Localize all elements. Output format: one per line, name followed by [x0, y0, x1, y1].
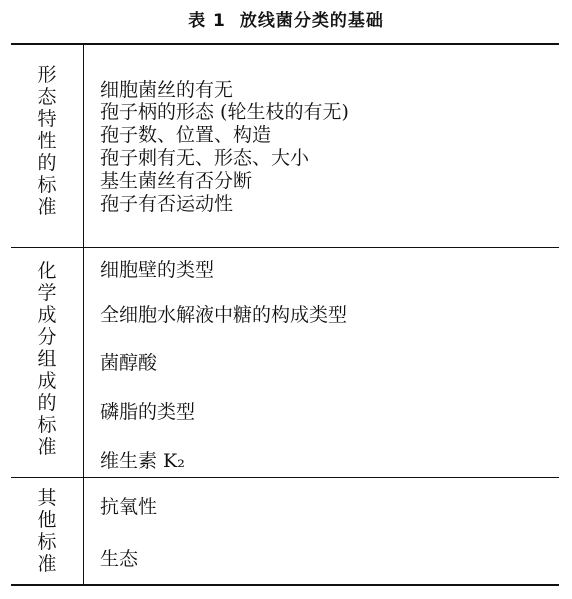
criterion-item: 磷脂的类型	[100, 401, 196, 423]
criterion-item: 抗氧性	[100, 496, 158, 518]
criterion-item: 孢子有否运动性	[100, 193, 234, 215]
table-title: 放线菌分类的基础	[239, 11, 384, 31]
category-other: 其他标准	[37, 487, 57, 575]
criterion-item: 细胞菌丝的有无	[100, 79, 234, 101]
row-divider	[11, 477, 559, 478]
category-morphology: 形态特性的标准	[37, 64, 57, 218]
criterion-item: 生态	[100, 548, 139, 570]
criterion-item: 细胞壁的类型	[100, 259, 215, 281]
column-divider	[83, 44, 84, 585]
category-chemical-composition: 化学成分组成的标准	[37, 260, 57, 458]
table-bottom-rule	[11, 584, 559, 586]
criterion-item: 孢子刺有无、形态、大小	[100, 147, 310, 169]
table-top-rule	[11, 43, 559, 45]
criterion-item: 基生菌丝有否分断	[100, 170, 253, 192]
criterion-item: 维生素 K₂	[100, 450, 185, 472]
row-divider	[11, 247, 559, 248]
criterion-item: 孢子数、位置、构造	[100, 124, 272, 146]
table-number: 表 1	[188, 11, 226, 31]
table-caption	[0, 6, 572, 31]
criterion-item: 全细胞水解液中糖的构成类型	[100, 304, 348, 326]
criterion-item: 菌醇酸	[100, 352, 158, 374]
criterion-item: 孢子柄的形态 (轮生枝的有无)	[100, 101, 349, 123]
